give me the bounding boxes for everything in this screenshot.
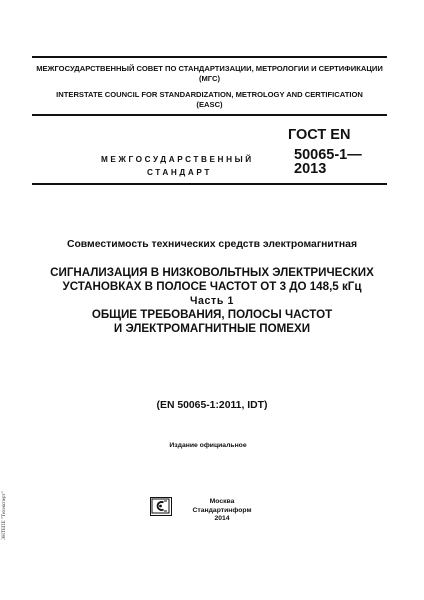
publisher-name: Стандартинформ: [192, 506, 252, 514]
logo-mark: [151, 498, 170, 514]
title-line3: ОБЩИЕ ТРЕБОВАНИЯ, ПОЛОСЫ ЧАСТОТ: [91, 308, 333, 321]
council-en-line1: INTERSTATE COUNCIL FOR STANDARDIZATION, METROLOGY AND CERTIFICATION: [56, 90, 363, 99]
standard-label-line1: МЕЖГОСУДАРСТВЕННЫЙ: [101, 155, 254, 164]
standard-code-line3: 2013: [294, 161, 327, 177]
publisher-year: 2014: [214, 515, 230, 522]
council-ru: [32, 64, 387, 83]
title-line4: И ЭЛЕКТРОМАГНИТНЫЕ ПОМЕХИ: [113, 322, 311, 335]
title-part: Часть 1: [190, 295, 234, 307]
reference: (EN 50065-1:2011, IDT): [156, 400, 268, 411]
standard-code-line2: 50065-1—: [294, 147, 362, 163]
title-subtitle: Совместимость технических средств электромагнитная: [66, 239, 358, 250]
title-line1: СИГНАЛИЗАЦИЯ В НИЗКОВОЛЬТНЫХ ЭЛЕКТРИЧЕСКИХ: [50, 266, 374, 279]
title-divider: [32, 183, 387, 185]
council-ru-line2: (МГС): [198, 73, 221, 83]
standard-label-line2: СТАНДАРТ: [147, 168, 212, 177]
council-en: [32, 90, 387, 109]
standartinform-logo-icon: [150, 497, 172, 516]
standard-code-line1: ГОСТ EN: [288, 127, 351, 143]
title-line2: УСТАНОВКАХ В ПОЛОСЕ ЧАСТОТ ОТ 3 ДО 148,5 кГц: [62, 280, 362, 293]
council-en-line2: (EASC): [196, 99, 223, 109]
edition-label: Издание официальное: [169, 442, 247, 449]
side-watermark: ЭНТЕПЕ "Техэксперт": [2, 491, 7, 540]
publisher-block: [192, 498, 252, 524]
publisher-city: Москва: [209, 498, 235, 505]
council-ru-line1: МЕЖГОСУДАРСТВЕННЫЙ СОВЕТ ПО СТАНДАРТИЗАЦИИ, МЕТРОЛОГИИ И СЕРТИФИКАЦИИ: [36, 64, 383, 73]
